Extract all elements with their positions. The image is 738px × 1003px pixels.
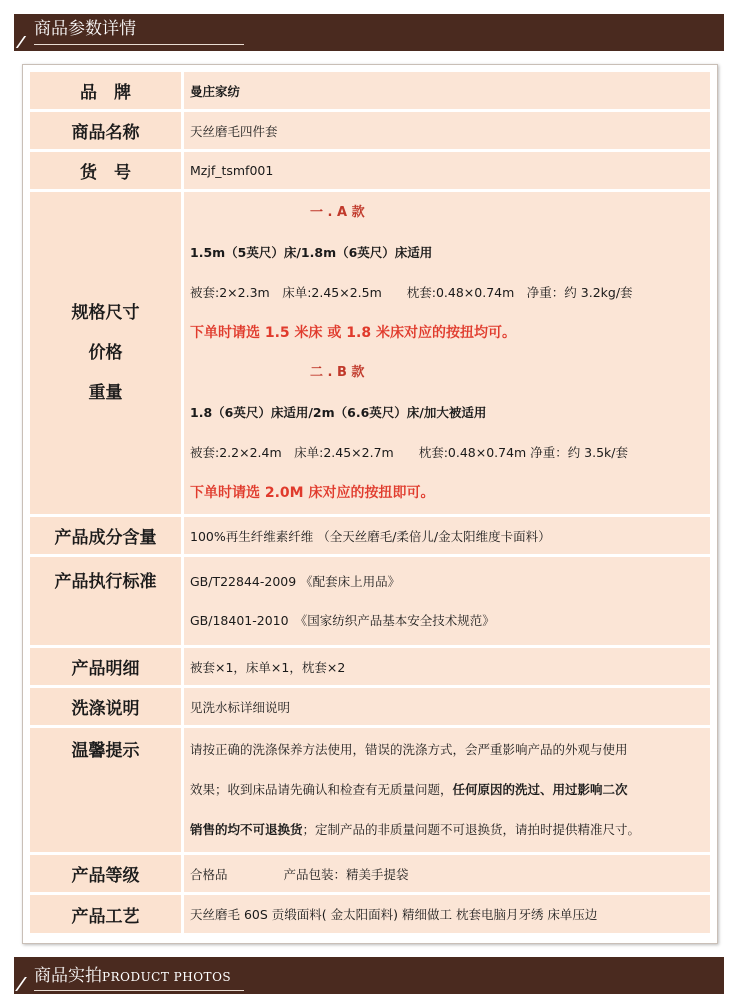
footer-title-cn: 商品实拍 (34, 966, 102, 986)
row-label: 洗涤说明 (30, 688, 181, 725)
row-label: 产品执行标准 (30, 557, 181, 645)
wash-value: 见洗水标详细说明 (184, 688, 710, 725)
footer-bar (14, 957, 724, 994)
footer-title-en: PRODUCT PHOTOS (102, 970, 232, 984)
tips-text: ；定制产品的非质量问题不可退换货，请拍时提供精准尺寸。 (302, 822, 641, 837)
tips-line: 请按正确的洗涤保养方法使用，错误的洗涤方式，会严重影响产品的外观与使用 (190, 742, 628, 757)
sku-value: Mzjf_tsmf001 (184, 152, 710, 189)
row-label: 产品明细 (30, 648, 181, 685)
composition-value: 100%再生纤维素纤维 （全天丝磨毛/柔倍儿/金太阳维度卡面料） (184, 517, 710, 554)
variant-b-sizes: 被套:2.2×2.4m 床单:2.45×2.7m 枕套:0.48×0.74m 净重：约 3.5k/套 (190, 445, 628, 460)
table-row (30, 688, 710, 725)
table-row (30, 517, 710, 554)
table-row (30, 192, 710, 514)
section-title: 商品参数详情 (34, 19, 136, 39)
brand-value: 曼庄家纺 (184, 72, 710, 109)
tips-emphasis: 销售的均不可退换货 (190, 822, 303, 837)
table-row (30, 112, 710, 149)
row-label: 产品工艺 (30, 895, 181, 933)
row-label: 重量 (88, 383, 123, 403)
params-table (27, 69, 713, 936)
spec-value-cell (184, 192, 710, 514)
standard-line: GB/T22844-2009 《配套床上用品》 (190, 574, 401, 589)
standard-line: GB/18401-2010 《国家纺织产品基本安全技术规范》 (190, 613, 495, 628)
row-label: 价格 (88, 343, 123, 363)
row-label: 商品名称 (30, 112, 181, 149)
title-underline (34, 990, 244, 991)
table-row (30, 648, 710, 685)
standard-value-cell (184, 557, 710, 645)
craft-value: 天丝磨毛 60S 贡缎面料( 金太阳面料) 精细做工 枕套电脑月牙绣 床单压边 (184, 895, 710, 933)
variant-a-title: 一 . A 款 (310, 205, 365, 220)
table-row (30, 855, 710, 892)
variant-a-sizes: 被套:2×2.3m 床单:2.45×2.5m 枕套:0.48×0.74m 净重：约 3.2kg/套 (190, 285, 633, 300)
header-bar (14, 14, 724, 51)
tips-text: 效果；收到床品请先确认和检查有无质量问题， (190, 782, 453, 797)
tips-value-cell (184, 728, 710, 852)
table-row (30, 72, 710, 109)
row-label: 货 号 (30, 152, 181, 189)
variant-b-fit: 1.8（6英尺）床适用/2m（6.6英尺）床/加大被适用 (190, 405, 487, 420)
variant-a-fit: 1.5m（5英尺）床/1.8m（6英尺）床适用 (190, 245, 433, 260)
table-row (30, 895, 710, 933)
variant-b-title: 二 . B 款 (310, 365, 365, 380)
spec-label-cell (30, 192, 181, 514)
section-title (34, 961, 231, 991)
variant-b-note: 下单时请选 2.0M 床对应的按扭即可。 (190, 485, 435, 501)
tips-emphasis: 任何原因的洗过、用过影响二次 (452, 782, 628, 797)
title-underline (34, 44, 244, 45)
detail-value: 被套×1，床单×1，枕套×2 (184, 648, 710, 685)
row-label: 温馨提示 (30, 728, 181, 852)
row-label: 品 牌 (30, 72, 181, 109)
table-row (30, 557, 710, 645)
row-label: 产品成分含量 (30, 517, 181, 554)
row-label: 产品等级 (30, 855, 181, 892)
tips-line (190, 810, 704, 850)
row-label: 规格尺寸 (71, 303, 140, 323)
grade-value-cell (184, 855, 710, 892)
table-row (30, 728, 710, 852)
product-name-value: 天丝磨毛四件套 (184, 112, 710, 149)
packaging-value: 产品包装：精美手提袋 (283, 866, 409, 882)
variant-a-note: 下单时请选 1.5 米床 或 1.8 米床对应的按扭均可。 (190, 325, 516, 341)
params-panel (22, 64, 718, 944)
tips-line (190, 770, 704, 810)
grade-value: 合格品 (190, 866, 228, 882)
table-row (30, 152, 710, 189)
